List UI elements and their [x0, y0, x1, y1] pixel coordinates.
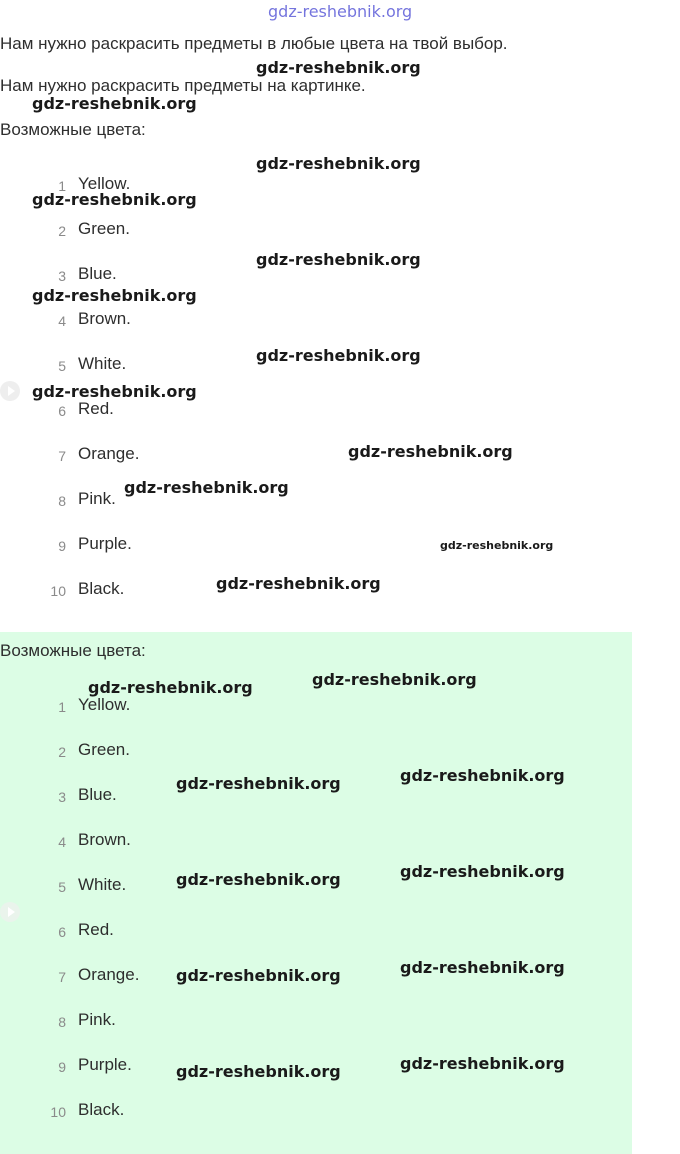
list-item-word: Pink.	[78, 1010, 116, 1029]
watermark: gdz-reshebnik.org	[176, 870, 341, 889]
list-item-number: 8	[58, 493, 66, 509]
list-item-word: White.	[78, 354, 127, 373]
watermark: gdz-reshebnik.org	[256, 250, 421, 269]
list-item-word: Green.	[78, 740, 130, 759]
watermark: gdz-reshebnik.org	[256, 58, 421, 77]
list-item-number: 9	[58, 538, 66, 554]
task-line-2: Нам нужно раскрасить предметы на картинке.	[0, 76, 366, 95]
list-item-word: Brown.	[78, 309, 131, 328]
list-item-number: 10	[50, 583, 66, 599]
watermark: gdz-reshebnik.org	[32, 286, 197, 305]
watermark: gdz-reshebnik.org	[176, 774, 341, 793]
watermark: gdz-reshebnik.org	[32, 94, 197, 113]
list-item-word: Yellow.	[78, 174, 131, 193]
colors-heading: Возможные цвета:	[0, 120, 146, 139]
watermark: gdz-reshebnik.org	[88, 678, 253, 697]
watermark: gdz-reshebnik.org	[216, 574, 381, 593]
watermark: gdz-reshebnik.org	[32, 190, 197, 209]
list-item-word: Pink.	[78, 489, 116, 508]
watermark: gdz-reshebnik.org	[400, 1054, 565, 1073]
watermark: gdz-reshebnik.org	[176, 966, 341, 985]
watermark: gdz-reshebnik.org	[312, 670, 477, 689]
list-item-number: 3	[58, 789, 66, 805]
answer-colors-heading: Возможные цвета:	[0, 641, 146, 660]
list-item-number: 8	[58, 1014, 66, 1030]
list-item-word: Yellow.	[78, 695, 131, 714]
list-item-number: 5	[58, 879, 66, 895]
task-line-1: Нам нужно раскрасить предметы в любые цвета на твой выбор.	[0, 34, 508, 53]
watermark: gdz-reshebnik.org	[400, 958, 565, 977]
watermark: gdz-reshebnik.org	[124, 478, 289, 497]
list-item-word: Purple.	[78, 534, 132, 553]
list-item-word: Green.	[78, 219, 130, 238]
list-item-number: 10	[50, 1104, 66, 1120]
list-item-word: Blue.	[78, 264, 117, 283]
watermark: gdz-reshebnik.org	[32, 382, 197, 401]
list-item-number: 3	[58, 268, 66, 284]
list-item-number: 4	[58, 834, 66, 850]
list-item-number: 6	[58, 403, 66, 419]
list-item-number: 7	[58, 448, 66, 464]
list-item-word: White.	[78, 875, 127, 894]
list-item-word: Black.	[78, 1100, 125, 1119]
watermark: gdz-reshebnik.org	[400, 862, 565, 881]
watermark: gdz-reshebnik.org	[440, 539, 554, 552]
play-circle-icon[interactable]	[0, 381, 20, 401]
list-item-number: 4	[58, 313, 66, 329]
list-item-number: 6	[58, 924, 66, 940]
site-header-mark[interactable]: gdz-reshebnik.org	[268, 2, 413, 21]
list-item-word: Orange.	[78, 965, 140, 984]
list-item-number: 1	[58, 178, 66, 194]
list-item-word: Orange.	[78, 444, 140, 463]
list-item-word: Blue.	[78, 785, 117, 804]
watermark: gdz-reshebnik.org	[400, 766, 565, 785]
list-item-word: Red.	[78, 920, 114, 939]
list-item-number: 5	[58, 358, 66, 374]
list-item-number: 9	[58, 1059, 66, 1075]
list-item-number: 7	[58, 969, 66, 985]
watermark: gdz-reshebnik.org	[256, 154, 421, 173]
watermark: gdz-reshebnik.org	[348, 442, 513, 461]
watermark: gdz-reshebnik.org	[176, 1062, 341, 1081]
play-circle-icon[interactable]	[0, 902, 20, 922]
list-item-number: 2	[58, 223, 66, 239]
list-item-word: Purple.	[78, 1055, 132, 1074]
list-item-word: Black.	[78, 579, 125, 598]
list-item-word: Red.	[78, 399, 114, 418]
watermark: gdz-reshebnik.org	[256, 346, 421, 365]
list-item-number: 1	[58, 699, 66, 715]
list-item-number: 2	[58, 744, 66, 760]
list-item-word: Brown.	[78, 830, 131, 849]
